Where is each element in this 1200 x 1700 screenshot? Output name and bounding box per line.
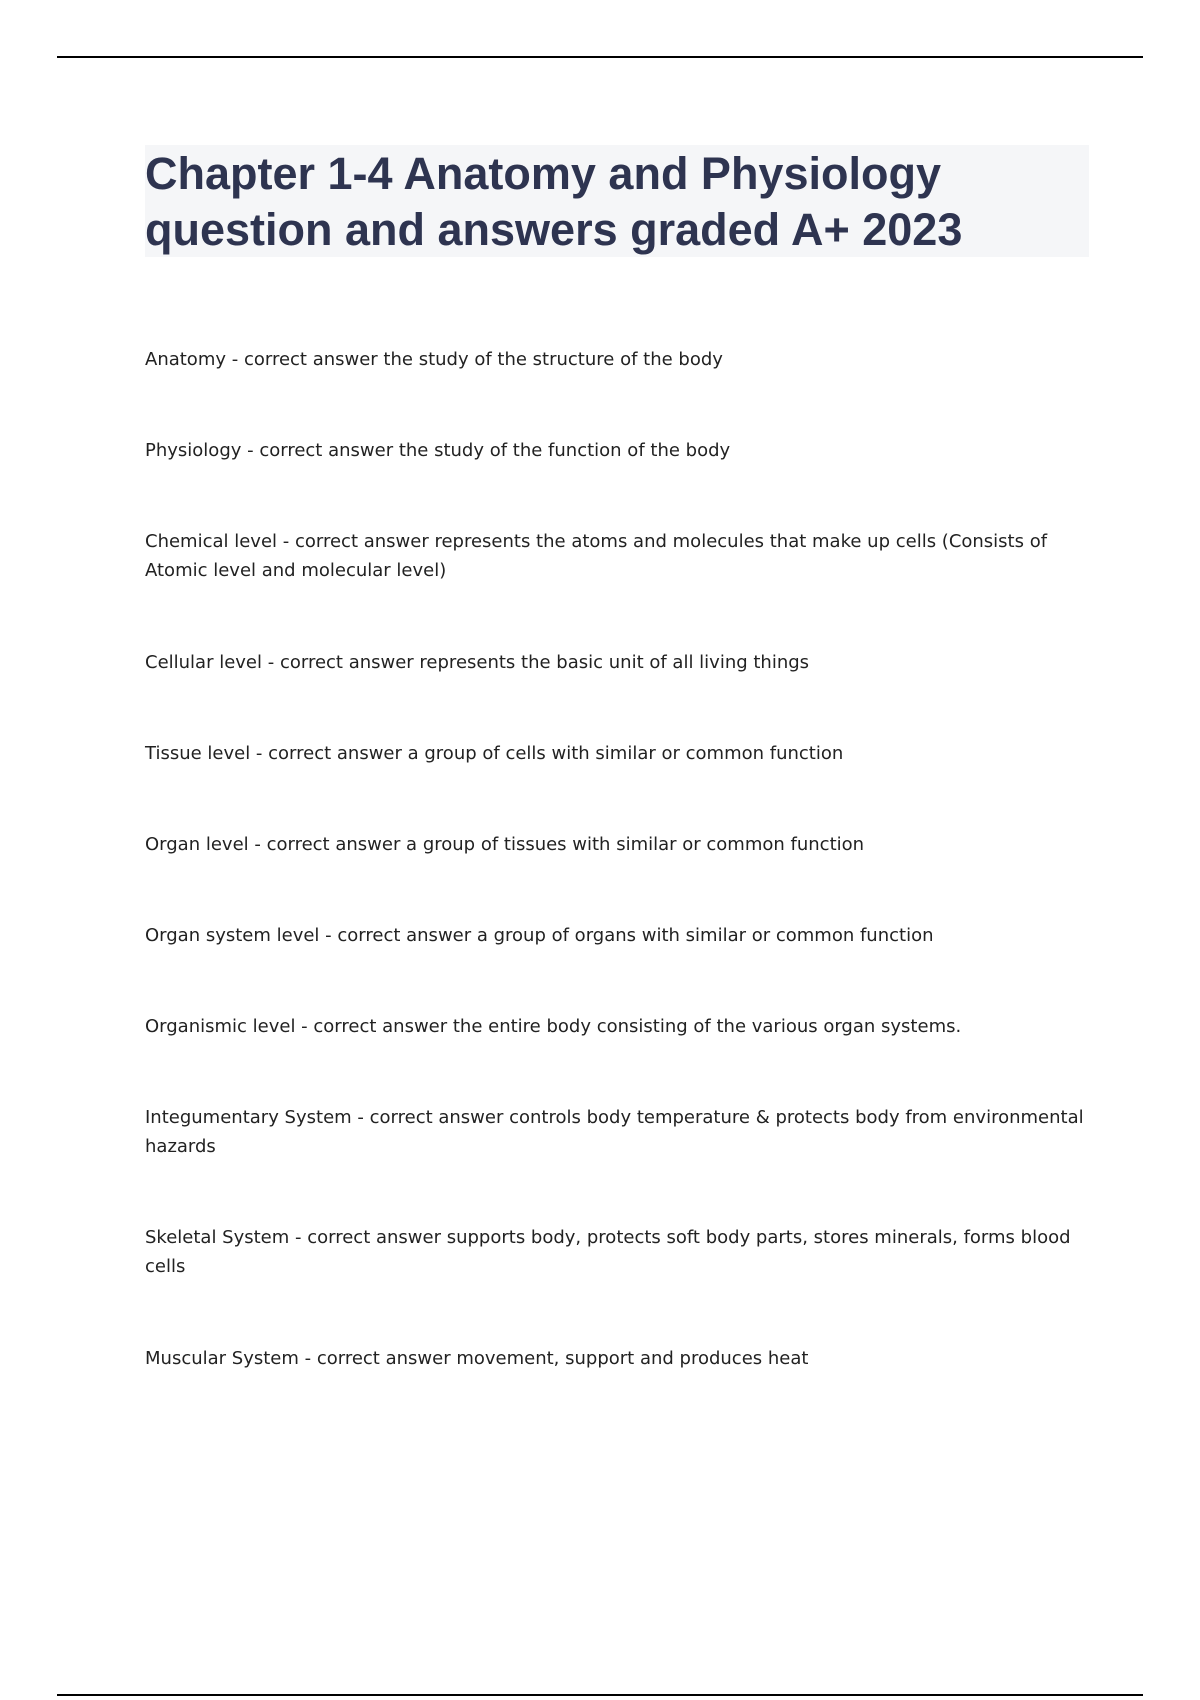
bottom-rule [57,1694,1143,1696]
page-title: Chapter 1-4 Anatomy and Physiology question and answers graded A+ 2023 [145,148,963,255]
qa-entry-organismic-level: Organismic level - correct answer the entire body consisting of the various organ systems. [145,1016,962,1037]
top-rule [57,56,1143,58]
qa-entry-organ-level: Organ level - correct answer a group of tissues with similar or common function [145,834,865,855]
qa-entry-physiology: Physiology - correct answer the study of the function of the body [145,440,731,461]
qa-entry-cellular-level: Cellular level - correct answer represents the basic unit of all living things [145,652,810,673]
qa-entry-chemical-level: Chemical level - correct answer represents the atoms and molecules that make up cells (Consists of Atomic level and molecular level) [145,531,1048,581]
qa-entry-integumentary-system: Integumentary System - correct answer controls body temperature & protects body from environmental hazards [145,1107,1084,1157]
qa-entry-skeletal-system: Skeletal System - correct answer supports body, protects soft body parts, stores minerals, forms blood cells [145,1227,1071,1277]
qa-entry-muscular-system: Muscular System - correct answer movement, support and produces heat [145,1348,809,1369]
qa-entry-organ-system-level: Organ system level - correct answer a group of organs with similar or common function [145,925,934,946]
qa-entry-tissue-level: Tissue level - correct answer a group of cells with similar or common function [145,743,844,764]
qa-entry-anatomy: Anatomy - correct answer the study of the structure of the body [145,349,723,370]
